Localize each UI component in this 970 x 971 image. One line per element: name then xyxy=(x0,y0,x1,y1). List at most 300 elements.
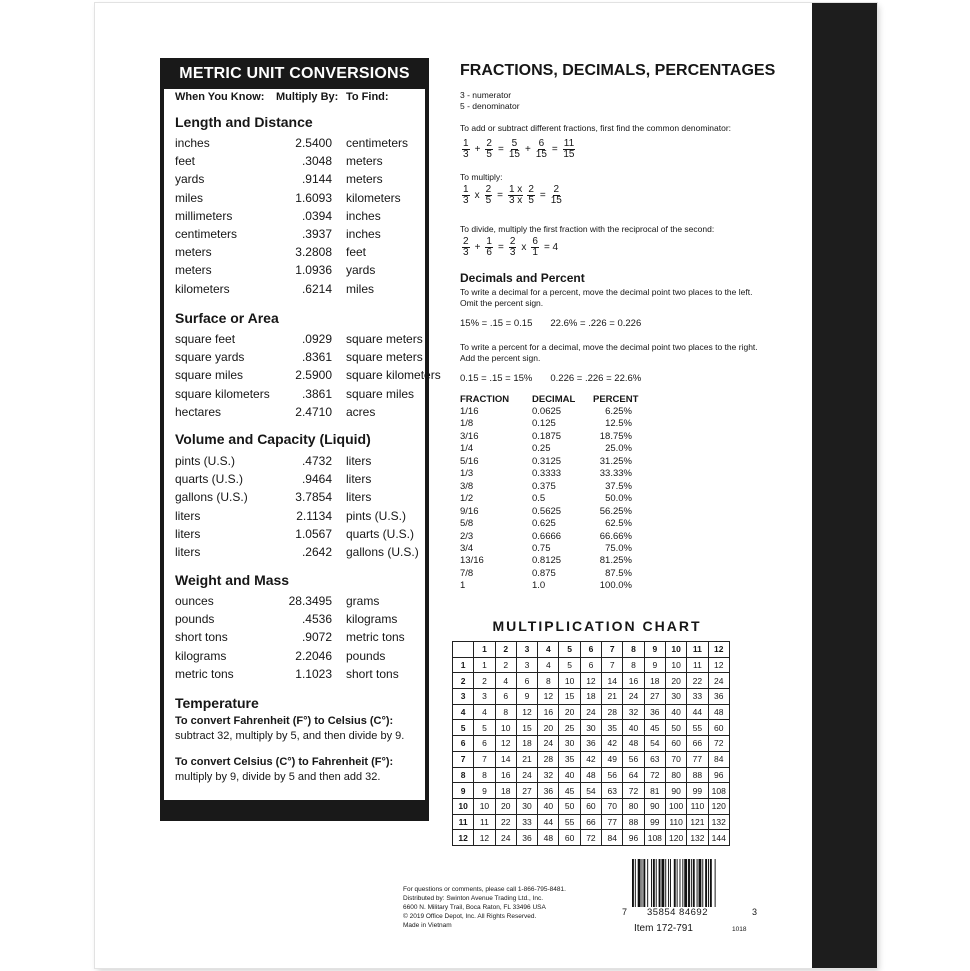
factor: 2.1134 xyxy=(296,508,332,523)
fraction-table-row xyxy=(460,418,640,430)
barcode-digits: 35854 84692 xyxy=(647,907,708,918)
chart-row xyxy=(453,704,730,720)
from-unit: square kilometers xyxy=(175,386,270,401)
chart-cell: 18 xyxy=(516,736,537,752)
chart-cell: 121 xyxy=(687,814,708,830)
chart-cell: 77 xyxy=(687,751,708,767)
conversion-row xyxy=(164,261,425,279)
metric-table xyxy=(164,89,441,800)
chart-corner xyxy=(453,642,474,658)
chart-cell: 60 xyxy=(580,798,601,814)
to-unit: pounds xyxy=(346,648,386,663)
barcode-bar xyxy=(688,859,690,907)
barcode-bar xyxy=(643,859,645,907)
fraction-value: 1/8 xyxy=(460,418,474,430)
chart-cell: 56 xyxy=(623,751,644,767)
factor: 1.6093 xyxy=(295,190,332,205)
chart-col-header: 7 xyxy=(602,642,623,658)
conversion-row xyxy=(164,647,425,665)
from-unit: square feet xyxy=(175,332,236,346)
numerator: 1 xyxy=(463,138,469,149)
conversion-row xyxy=(164,610,425,628)
chart-cell: 144 xyxy=(708,830,729,846)
chart-cell: 1 xyxy=(474,657,495,673)
chart-cell: 48 xyxy=(623,736,644,752)
chart-cell: 72 xyxy=(623,783,644,799)
conversion-row xyxy=(164,134,425,152)
conversion-row xyxy=(164,470,425,488)
decimals-percent-title: Decimals and Percent xyxy=(460,271,585,285)
chart-row xyxy=(453,736,730,752)
chart-cell: 28 xyxy=(602,704,623,720)
conversion-row xyxy=(164,152,425,170)
decimal-value: 0.25 xyxy=(532,443,551,455)
barcode-bar xyxy=(691,859,692,907)
to-unit: metric tons xyxy=(346,630,405,645)
conversion-row xyxy=(164,170,425,188)
factor: 1.0567 xyxy=(295,526,332,541)
factor: .3861 xyxy=(301,386,332,401)
barcode-bar xyxy=(697,859,698,907)
from-unit: liters xyxy=(175,526,201,541)
percent-value: 66.66% xyxy=(599,530,632,542)
chart-cell: 48 xyxy=(538,830,559,846)
fraction xyxy=(536,139,547,160)
chart-cell: 70 xyxy=(602,798,623,814)
chart-cell: 90 xyxy=(665,783,686,799)
decimal-value: 0.5625 xyxy=(532,505,562,517)
chart-cell: 24 xyxy=(495,830,516,846)
chart-cell: 35 xyxy=(602,720,623,736)
factor: 28.3495 xyxy=(288,594,332,608)
fraction-table-row xyxy=(460,555,640,567)
from-unit: liters xyxy=(175,545,201,559)
barcode-bar xyxy=(668,859,669,907)
chart-row-header: 1 xyxy=(453,657,474,673)
factor: .0394 xyxy=(301,208,332,223)
barcode-bar xyxy=(680,859,681,907)
barcode-bar xyxy=(682,859,683,907)
numerator: 6 xyxy=(538,138,545,149)
decimal-value: 0.0625 xyxy=(532,406,562,417)
chart-cell: 16 xyxy=(495,767,516,783)
factor: .4732 xyxy=(301,454,332,468)
chart-cell: 72 xyxy=(644,767,665,783)
denominator: 3 xyxy=(463,195,469,206)
chart-cell: 12 xyxy=(474,830,495,846)
multiplication-example xyxy=(460,185,564,206)
operator: = xyxy=(497,190,503,201)
fraction-value: 1/2 xyxy=(460,493,474,505)
fraction-value: 1/3 xyxy=(460,468,474,480)
chart-cell: 36 xyxy=(644,704,665,720)
denominator: 3 xyxy=(463,149,469,160)
to-unit: quarts (U.S.) xyxy=(346,526,415,541)
barcode-bar xyxy=(653,859,655,907)
chart-cell: 21 xyxy=(516,751,537,767)
factor: .3937 xyxy=(301,227,332,241)
fraction-value: 13/16 xyxy=(460,555,484,567)
from-unit: square yards xyxy=(175,350,245,365)
item-number: Item 172-791 xyxy=(634,923,693,934)
chart-cell: 30 xyxy=(516,798,537,814)
conversion-row xyxy=(164,507,425,525)
from-unit: quarts (U.S.) xyxy=(175,472,244,487)
footer-line: Distributed by: Swinton Avenue Trading Ltd., Inc. xyxy=(403,895,544,902)
chart-cell: 66 xyxy=(580,814,601,830)
chart-cell: 20 xyxy=(538,720,559,736)
factor: .2642 xyxy=(301,545,332,559)
to-unit: inches xyxy=(346,227,381,241)
fraction xyxy=(563,139,575,160)
factor: .4536 xyxy=(301,612,332,627)
chart-cell: 36 xyxy=(580,736,601,752)
decimal-to-percent-note-2: Omit the percent sign. xyxy=(460,298,544,308)
from-unit: centimeters xyxy=(175,227,238,241)
chart-cell: 120 xyxy=(665,830,686,846)
chart-row-header: 2 xyxy=(453,673,474,689)
percent-value: 50.0% xyxy=(605,493,632,505)
barcode-bar xyxy=(708,859,709,907)
chart-row xyxy=(453,657,730,673)
chart-cell: 7 xyxy=(474,751,495,767)
chart-row-header: 9 xyxy=(453,783,474,799)
conversion-row xyxy=(164,243,425,261)
conversion-row xyxy=(164,525,425,543)
conversion-row xyxy=(164,348,425,366)
factor: 3.2808 xyxy=(295,245,332,260)
from-unit: square miles xyxy=(175,368,244,383)
chart-cell: 32 xyxy=(538,767,559,783)
fraction-value: 1/16 xyxy=(460,406,479,417)
chart-cell: 4 xyxy=(474,704,495,720)
barcode-bar xyxy=(699,859,702,907)
chart-cell: 18 xyxy=(495,783,516,799)
barcode-bar xyxy=(647,859,648,907)
factor: .9464 xyxy=(301,472,332,487)
multiplication-chart xyxy=(452,641,730,846)
chart-cell: 54 xyxy=(580,783,601,799)
chart-row xyxy=(453,767,730,783)
fraction xyxy=(462,139,470,160)
chart-cell: 8 xyxy=(474,767,495,783)
percent-to-decimal-note-1: To write a percent for a decimal, move the decimal point two places to the right. xyxy=(460,342,758,352)
chart-cell: 12 xyxy=(538,689,559,705)
multiplication-chart-title: MULTIPLICATION CHART xyxy=(492,618,702,634)
chart-cell: 35 xyxy=(559,751,580,767)
chart-col-header: 4 xyxy=(538,642,559,658)
chart-cell: 45 xyxy=(559,783,580,799)
barcode-bar xyxy=(651,859,652,907)
chart-cell: 42 xyxy=(580,751,601,767)
chart-cell: 30 xyxy=(665,689,686,705)
to-unit: meters xyxy=(346,172,383,187)
chart-cell: 84 xyxy=(602,830,623,846)
chart-cell: 10 xyxy=(474,798,495,814)
decimal-to-percent-note-1: To write a decimal for a percent, move the decimal point two places to the left. xyxy=(460,287,753,297)
percent-value: 18.75% xyxy=(599,430,632,442)
chart-cell: 132 xyxy=(708,814,729,830)
chart-cell: 27 xyxy=(516,783,537,799)
barcode-bar xyxy=(670,859,671,907)
fraction-table-row xyxy=(460,568,640,580)
chart-cell: 6 xyxy=(580,657,601,673)
chart-col-header: 2 xyxy=(495,642,516,658)
from-unit: pounds xyxy=(175,612,215,627)
chart-cell: 15 xyxy=(516,720,537,736)
chart-cell: 18 xyxy=(644,673,665,689)
chart-col-header: 10 xyxy=(665,642,686,658)
chart-cell: 88 xyxy=(623,814,644,830)
decimal-value: 0.1875 xyxy=(532,430,562,442)
fraction xyxy=(527,185,535,206)
chart-cell: 6 xyxy=(474,736,495,752)
metric-title: METRIC UNIT CONVERSIONS xyxy=(179,65,410,82)
add-subtract-note: To add or subtract different fractions, first find the common denominator: xyxy=(460,123,732,133)
barcode-bar xyxy=(661,859,664,907)
conversion-row xyxy=(164,225,425,243)
temperature-heading: To convert Celsius (C°) to Fahrenheit (F°): xyxy=(175,756,394,768)
to-unit: kilograms xyxy=(346,612,398,627)
percent-value: 25.0% xyxy=(605,443,632,455)
from-unit: gallons (U.S.) xyxy=(175,490,248,505)
c-to-f-instructions xyxy=(175,755,425,785)
chart-cell: 20 xyxy=(495,798,516,814)
footer-line: Made in Vietnam xyxy=(403,922,452,929)
divide-note: To divide, multiply the first fraction with the reciprocal of the second: xyxy=(460,224,715,234)
from-unit: millimeters xyxy=(175,208,233,223)
chart-cell: 12 xyxy=(708,657,729,673)
conversion-row xyxy=(164,385,425,403)
fraction-table-row xyxy=(460,456,640,468)
chart-cell: 16 xyxy=(623,673,644,689)
chart-cell: 132 xyxy=(687,830,708,846)
from-unit: meters xyxy=(175,245,212,260)
chart-cell: 81 xyxy=(644,783,665,799)
from-unit: inches xyxy=(175,136,210,150)
fraction-table-row xyxy=(460,518,640,530)
percent-value: 6.25% xyxy=(605,406,632,417)
fraction xyxy=(531,237,539,258)
fraction-value: 3/8 xyxy=(460,480,474,492)
factor: 1.1023 xyxy=(295,666,332,681)
barcode-bar xyxy=(642,859,643,907)
to-unit: liters xyxy=(346,454,372,468)
to-unit: meters xyxy=(346,154,383,169)
decimal-value: 0.6666 xyxy=(532,530,562,542)
chart-row-header: 12 xyxy=(453,830,474,846)
from-unit: metric tons xyxy=(175,666,234,681)
barcode-bar xyxy=(665,859,666,907)
chart-cell: 100 xyxy=(665,798,686,814)
numerator: 2 xyxy=(486,138,492,149)
chart-cell: 90 xyxy=(644,798,665,814)
chart-row xyxy=(453,673,730,689)
f-to-c-instructions xyxy=(175,714,425,744)
chart-cell: 8 xyxy=(495,704,516,720)
chart-cell: 96 xyxy=(708,767,729,783)
chart-cell: 5 xyxy=(474,720,495,736)
chart-col-header: 6 xyxy=(580,642,601,658)
chart-cell: 14 xyxy=(602,673,623,689)
chart-cell: 6 xyxy=(516,673,537,689)
factor: .9144 xyxy=(301,172,332,187)
decimal-examples-2 xyxy=(460,373,659,384)
chart-cell: 60 xyxy=(559,830,580,846)
from-unit: kilometers xyxy=(175,281,230,296)
denominator: 6 xyxy=(486,247,492,258)
chart-cell: 11 xyxy=(687,657,708,673)
numerator: 1 xyxy=(463,184,469,195)
decimal-column-header: DECIMAL xyxy=(532,394,576,405)
chart-row xyxy=(453,783,730,799)
chart-cell: 55 xyxy=(687,720,708,736)
barcode-bar xyxy=(674,859,676,907)
to-unit: feet xyxy=(346,245,367,260)
chart-cell: 21 xyxy=(602,689,623,705)
to-unit: inches xyxy=(346,208,381,223)
denominator: 15 xyxy=(550,195,562,206)
barcode-bar xyxy=(684,859,687,907)
percent-value: 56.25% xyxy=(599,505,632,517)
fraction xyxy=(462,237,470,258)
chart-row-header: 8 xyxy=(453,767,474,783)
factor: .6214 xyxy=(301,281,332,296)
temperature-heading: To convert Fahrenheit (F°) to Celsius (C°): xyxy=(175,715,394,727)
denominator: 5 xyxy=(486,149,492,160)
chart-cell: 45 xyxy=(644,720,665,736)
barcode-bar xyxy=(659,859,661,907)
to-unit: liters xyxy=(346,472,372,487)
chart-cell: 12 xyxy=(516,704,537,720)
chart-row-header: 11 xyxy=(453,814,474,830)
from-unit: ounces xyxy=(175,594,214,608)
section-title: Length and Distance xyxy=(175,114,313,130)
chart-cell: 28 xyxy=(538,751,559,767)
chart-cell: 120 xyxy=(708,798,729,814)
to-unit: square meters xyxy=(346,350,423,365)
chart-row-header: 5 xyxy=(453,720,474,736)
fraction xyxy=(462,185,470,206)
notebook-binding-spine xyxy=(812,3,877,968)
chart-cell: 70 xyxy=(665,751,686,767)
percent-column-header: PERCENT xyxy=(593,394,639,405)
conversion-row xyxy=(164,189,425,207)
chart-header-row xyxy=(453,642,730,658)
to-unit: square meters xyxy=(346,332,423,346)
chart-cell: 24 xyxy=(580,704,601,720)
example-1b: 22.6% = .226 = 0.226 xyxy=(550,318,642,329)
denominator: 5 xyxy=(485,195,492,206)
chart-cell: 9 xyxy=(516,689,537,705)
chart-cell: 88 xyxy=(687,767,708,783)
conversion-row xyxy=(164,280,425,298)
factor: .8361 xyxy=(301,350,332,365)
to-unit: square kilometers xyxy=(346,368,441,383)
decimal-examples-1 xyxy=(460,318,659,329)
barcode-bar xyxy=(638,859,641,907)
fraction-value: 5/8 xyxy=(460,518,474,530)
operator: + xyxy=(474,242,481,253)
operator: x xyxy=(474,190,480,201)
chart-cell: 36 xyxy=(538,783,559,799)
to-unit: centimeters xyxy=(346,136,409,150)
chart-cell: 63 xyxy=(644,751,665,767)
operator: x xyxy=(521,242,527,253)
decimal-value: 0.625 xyxy=(532,518,556,530)
denominator: 3 xyxy=(509,247,516,258)
section-title: Volume and Capacity (Liquid) xyxy=(175,431,371,447)
chart-cell: 5 xyxy=(559,657,580,673)
fraction xyxy=(509,139,520,160)
percent-value: 62.5% xyxy=(605,518,632,530)
chart-cell: 2 xyxy=(495,657,516,673)
chart-col-header: 5 xyxy=(559,642,580,658)
chart-cell: 42 xyxy=(602,736,623,752)
footer-line: 6600 N. Military Trail, Boca Raton, FL 33496 USA xyxy=(403,904,546,911)
chart-cell: 9 xyxy=(644,657,665,673)
temperature-body: subtract 32, multiply by 5, and then divide by 9. xyxy=(175,730,405,742)
chart-cell: 11 xyxy=(474,814,495,830)
chart-row xyxy=(453,720,730,736)
chart-row xyxy=(453,751,730,767)
header-to-find: To Find: xyxy=(346,91,389,103)
chart-cell: 96 xyxy=(623,830,644,846)
percent-value: 87.5% xyxy=(605,567,632,579)
chart-cell: 25 xyxy=(559,720,580,736)
chart-cell: 50 xyxy=(665,720,686,736)
chart-cell: 3 xyxy=(474,689,495,705)
fraction-value: 1 xyxy=(460,580,466,592)
fraction-value: 9/16 xyxy=(460,505,479,517)
fraction-table-row xyxy=(460,543,640,555)
factor: 2.2046 xyxy=(295,648,332,663)
factor: 1.0936 xyxy=(295,263,332,278)
chart-row-header: 6 xyxy=(453,736,474,752)
to-unit: liters xyxy=(346,490,372,505)
chart-cell: 50 xyxy=(559,798,580,814)
numerator: 5 xyxy=(511,138,518,149)
chart-cell: 64 xyxy=(623,767,644,783)
chart-cell: 33 xyxy=(516,814,537,830)
factor: .3048 xyxy=(301,154,332,169)
chart-cell: 10 xyxy=(559,673,580,689)
conversion-row xyxy=(164,592,425,610)
barcode-right-digit: 3 xyxy=(752,907,758,917)
decimal-value: 0.125 xyxy=(532,418,556,430)
decimal-value: 0.375 xyxy=(532,480,556,492)
chart-cell: 3 xyxy=(516,657,537,673)
chart-row xyxy=(453,689,730,705)
chart-cell: 36 xyxy=(708,689,729,705)
chart-cell: 77 xyxy=(602,814,623,830)
chart-cell: 10 xyxy=(495,720,516,736)
chart-cell: 66 xyxy=(687,736,708,752)
chart-cell: 30 xyxy=(580,720,601,736)
denominator-note: 5 - denominator xyxy=(460,101,520,111)
to-unit: gallons (U.S.) xyxy=(346,545,419,559)
chart-cell: 110 xyxy=(665,814,686,830)
fraction-table-row xyxy=(460,443,640,455)
metric-conversions-panel xyxy=(160,58,441,821)
fraction-table-row xyxy=(460,431,640,443)
chart-cell: 24 xyxy=(708,673,729,689)
factor: 3.7854 xyxy=(295,490,332,505)
numerator: 1 xyxy=(486,236,492,247)
barcode-bar xyxy=(635,859,636,907)
chart-cell: 54 xyxy=(644,736,665,752)
to-unit: miles xyxy=(346,281,375,296)
